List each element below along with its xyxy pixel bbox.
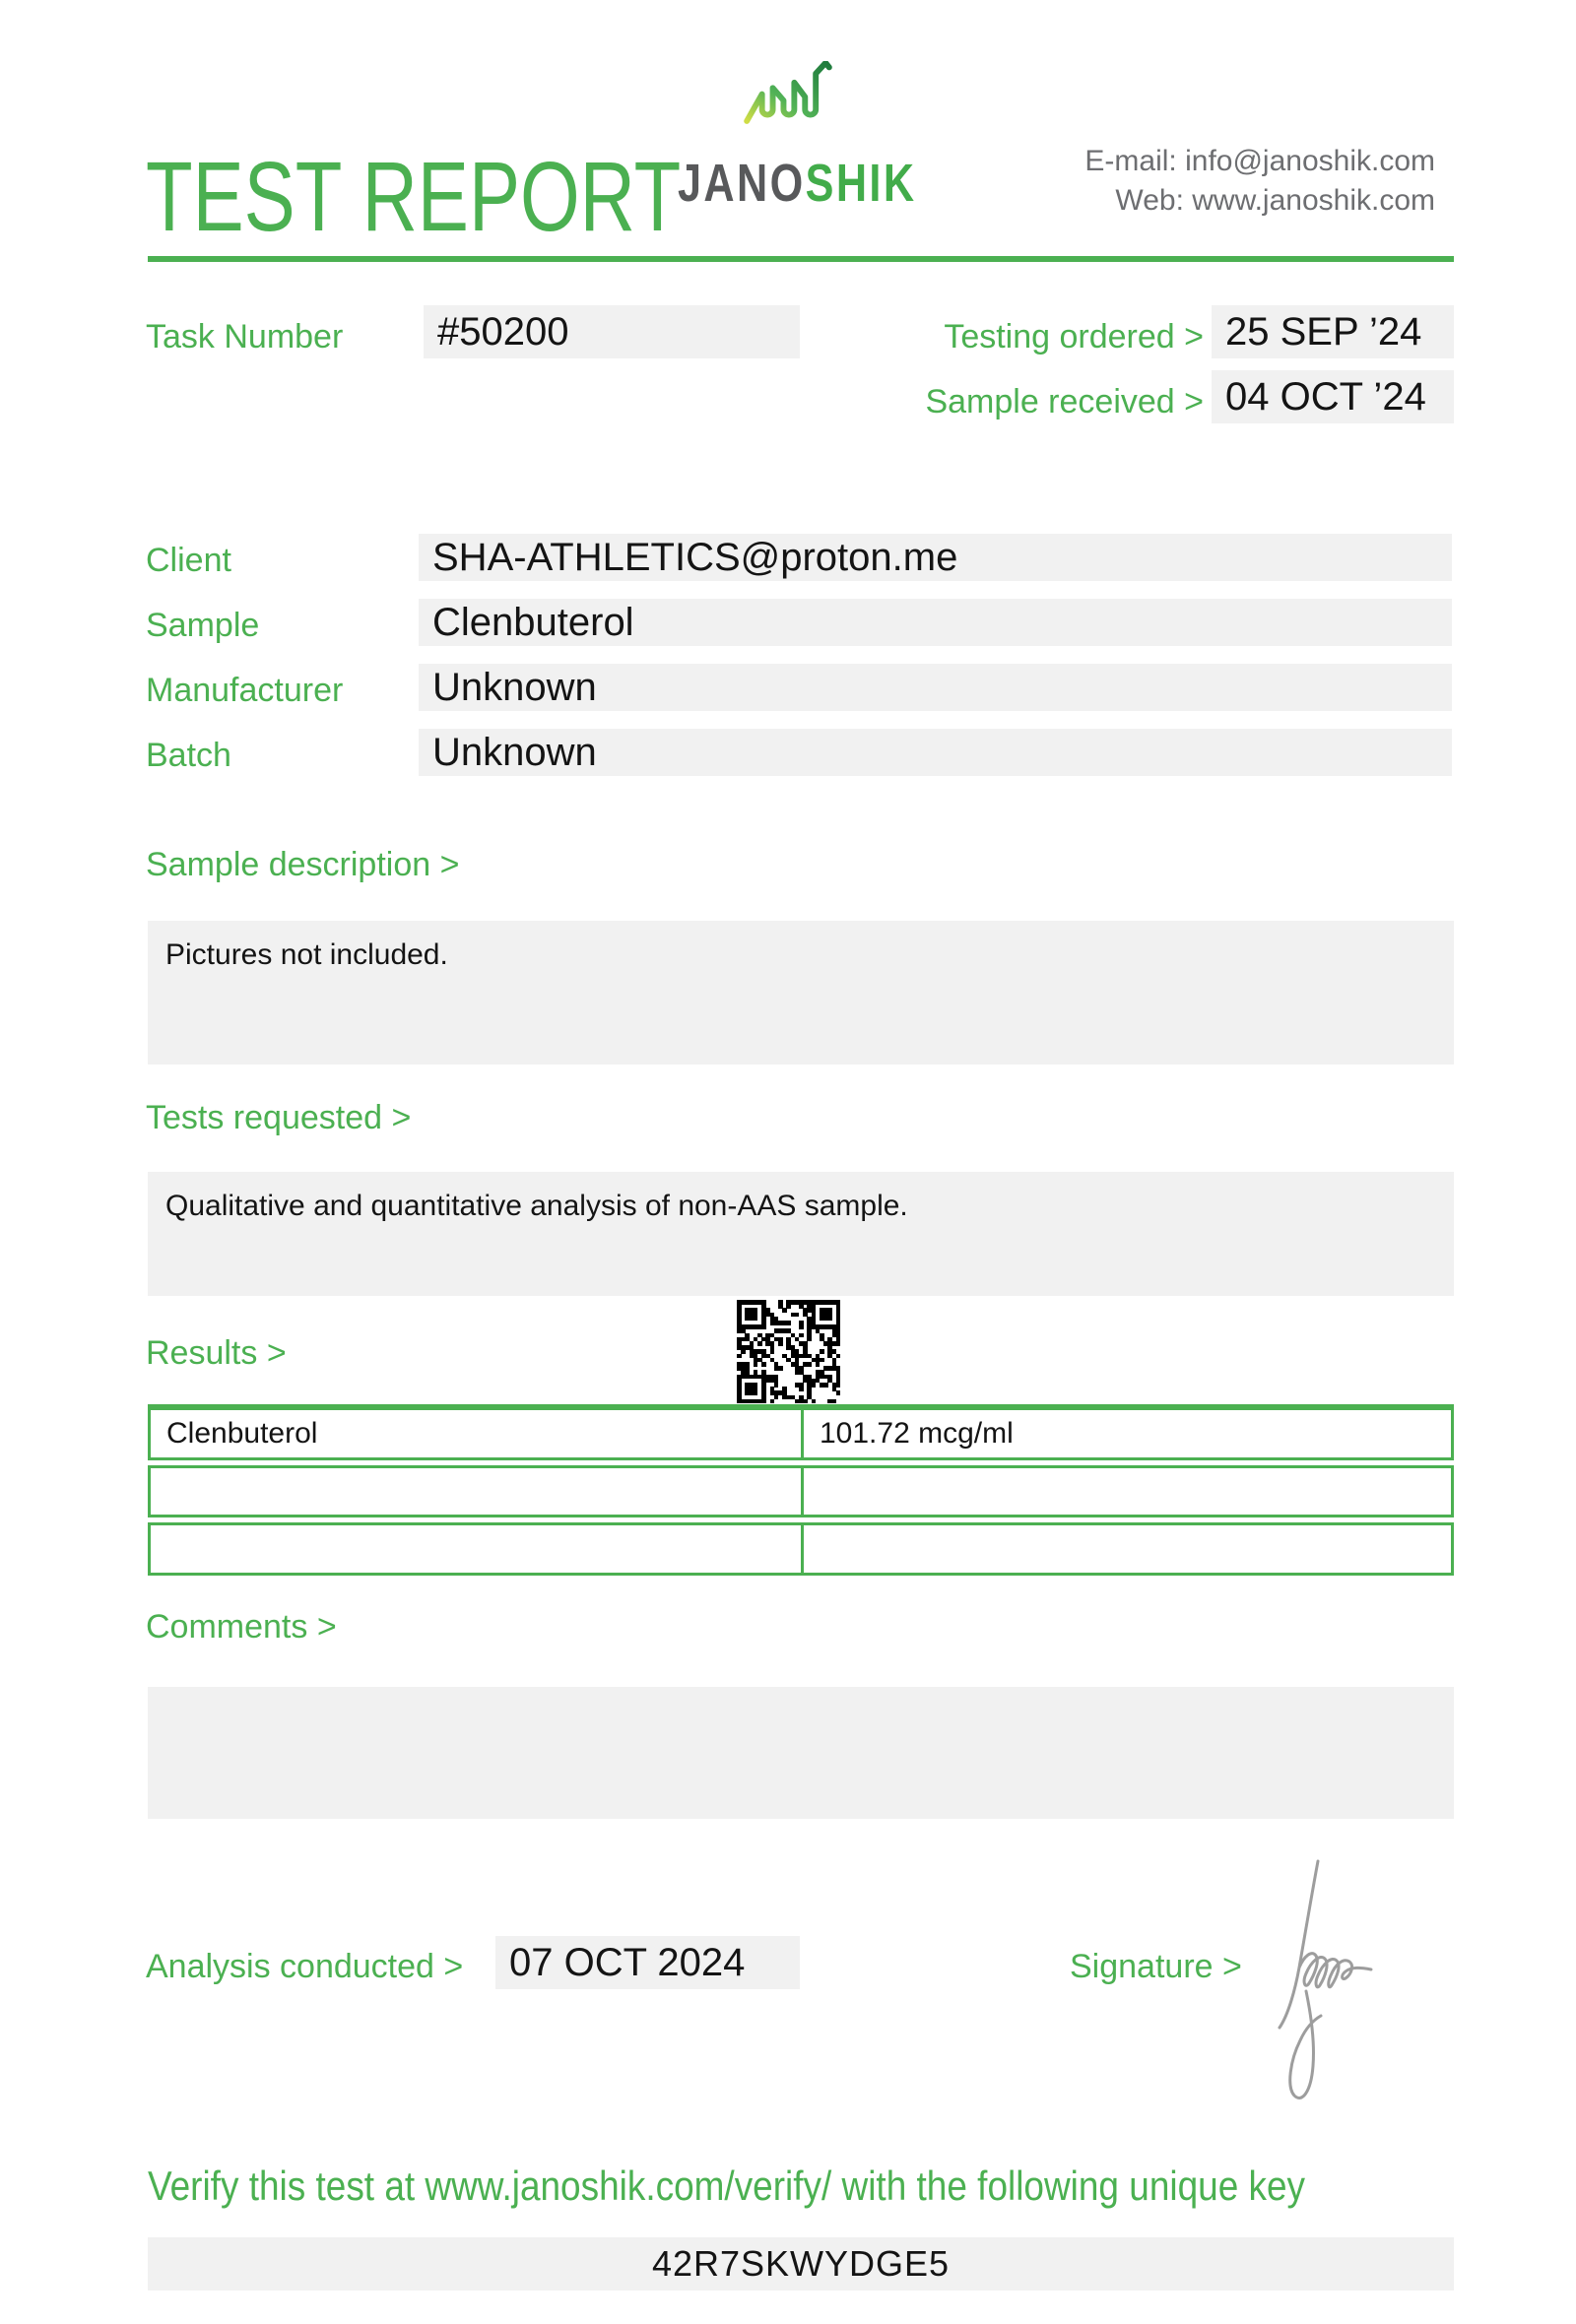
testing-ordered-label: Testing ordered >: [944, 318, 1204, 355]
batch-label: Batch: [146, 737, 231, 774]
signature: [1261, 1832, 1497, 2166]
tests-requested-box: [148, 1172, 1454, 1296]
results-row: [148, 1404, 1454, 1460]
verify-key: 42R7SKWYDGE5: [651, 2243, 951, 2284]
sample-label: Sample: [146, 607, 260, 644]
task-number-label: Task Number: [146, 318, 344, 355]
contact-web: Web: www.janoshik.com: [1115, 184, 1435, 217]
task-number-value: #50200: [437, 310, 569, 354]
analysis-date-box: [495, 1936, 800, 1989]
tests-requested-text: Qualitative and quantitative analysis of non-AAS sample.: [165, 1190, 908, 1222]
page-title: TEST REPORT: [146, 142, 682, 252]
result-name-cell: [151, 1468, 801, 1516]
sample-received-label: Sample received >: [925, 383, 1204, 420]
results-heading: Results >: [146, 1334, 287, 1372]
result-name-cell: Clenbuterol: [166, 1416, 318, 1450]
comments-box: [148, 1687, 1454, 1819]
contact-email: E-mail: info@janoshik.com: [1084, 145, 1435, 177]
client-value: SHA-ATHLETICS@proton.me: [432, 536, 958, 579]
result-value-cell: 101.72 mcg/ml: [801, 1410, 1451, 1457]
sample-description-heading: Sample description >: [146, 846, 460, 883]
sample-description-text: Pictures not included.: [165, 938, 448, 971]
results-table: [148, 1404, 1454, 1576]
contact-block: [1084, 142, 1435, 221]
testing-ordered-value: 25 SEP ’24: [1225, 310, 1422, 354]
analysis-date-value: 07 OCT 2024: [509, 1941, 746, 1984]
client-box: [419, 534, 1452, 581]
janoshik-logo: [650, 61, 926, 214]
verify-instruction: Verify this test at www.janoshik.com/verify/ with the following unique key: [148, 2163, 1306, 2209]
sample-received-value: 04 OCT ’24: [1225, 375, 1426, 419]
result-value-cell: [801, 1468, 1451, 1516]
batch-value: Unknown: [432, 731, 597, 774]
manufacturer-label: Manufacturer: [146, 672, 344, 709]
comments-text: [148, 1687, 1454, 1718]
results-row: [148, 1522, 1454, 1576]
analysis-conducted-label: Analysis conducted >: [146, 1948, 464, 1985]
testing-ordered-box: [1212, 305, 1454, 358]
result-value-cell: [801, 1525, 1451, 1573]
results-row: [148, 1465, 1454, 1518]
header-divider: [148, 256, 1454, 262]
logo-text-jano: JANO: [678, 154, 806, 213]
logo-chart-icon: [743, 61, 833, 140]
sample-box: [419, 599, 1452, 646]
sample-value: Clenbuterol: [432, 601, 634, 644]
signature-label: Signature >: [1070, 1948, 1242, 1985]
comments-heading: Comments >: [146, 1608, 337, 1646]
task-number-box: [424, 305, 800, 358]
verify-key-box: [148, 2237, 1454, 2291]
batch-box: [419, 729, 1452, 776]
manufacturer-box: [419, 664, 1452, 711]
tests-requested-heading: Tests requested >: [146, 1099, 412, 1136]
client-label: Client: [146, 542, 231, 579]
sample-received-box: [1212, 370, 1454, 423]
logo-text-shik: SHIK: [805, 154, 917, 213]
manufacturer-value: Unknown: [432, 666, 597, 709]
qr-code: [737, 1300, 840, 1403]
sample-description-box: [148, 921, 1454, 1065]
logo-wordmark: [678, 153, 917, 214]
result-name-cell: [151, 1525, 801, 1573]
